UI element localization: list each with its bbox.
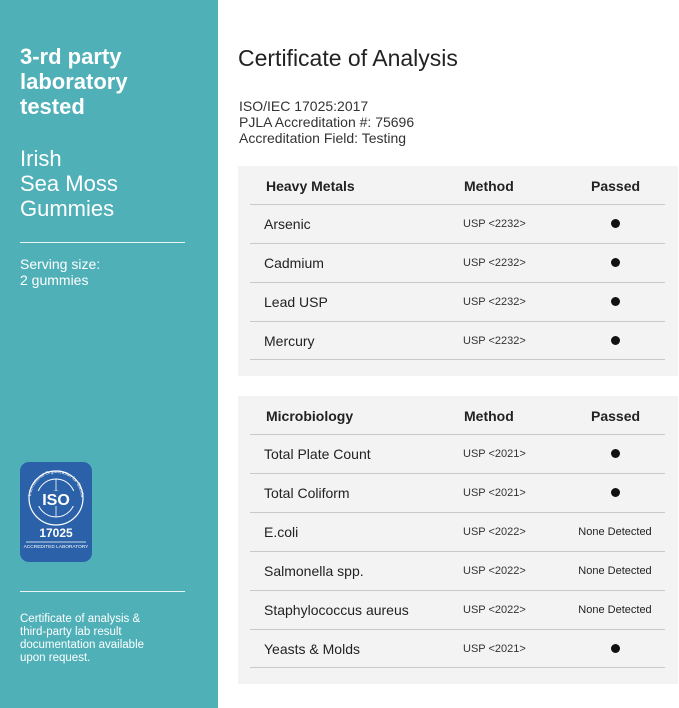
page-title: Certificate of Analysis bbox=[238, 45, 458, 71]
serving-value: 2 gummies bbox=[20, 272, 89, 288]
table-row bbox=[250, 590, 665, 629]
table-row bbox=[250, 473, 665, 512]
analyte-name: Staphylococcus aureus bbox=[264, 602, 409, 618]
analyte-name: Total Plate Count bbox=[264, 446, 371, 462]
table-row bbox=[250, 282, 665, 321]
method-value: USP <2232> bbox=[463, 296, 526, 308]
microbiology-table bbox=[238, 396, 678, 684]
serving-size bbox=[20, 256, 200, 288]
product-line: Irish bbox=[20, 146, 62, 171]
method-value: USP <2021> bbox=[463, 448, 526, 460]
divider bbox=[20, 591, 185, 592]
passed-dot-icon bbox=[611, 336, 620, 345]
passed-indicator bbox=[550, 643, 679, 656]
passed-dot-icon bbox=[611, 258, 620, 267]
sidebar-headline bbox=[20, 44, 200, 119]
passed-indicator bbox=[550, 448, 679, 461]
badge-arc-text: International Organization for Standa bbox=[27, 468, 86, 498]
badge-number: 17025 bbox=[39, 526, 73, 540]
result-text: None Detected bbox=[578, 526, 652, 538]
serving-label: Serving size: bbox=[20, 256, 101, 272]
analyte-name: E.coli bbox=[264, 524, 299, 540]
badge-logo-text: ISO bbox=[42, 492, 70, 509]
passed-indicator bbox=[550, 487, 679, 500]
analyte-name: Mercury bbox=[264, 333, 315, 349]
passed-dot-icon bbox=[611, 297, 620, 306]
iso-badge-icon bbox=[20, 462, 92, 562]
table-row bbox=[250, 243, 665, 282]
headline-line: tested bbox=[20, 94, 85, 119]
passed-indicator bbox=[550, 218, 679, 231]
analyte-name: Cadmium bbox=[264, 255, 324, 271]
method-value: USP <2232> bbox=[463, 218, 526, 230]
passed-indicator bbox=[550, 257, 679, 270]
header-category: Heavy Metals bbox=[266, 178, 355, 194]
product-line: Sea Moss bbox=[20, 171, 118, 196]
method-value: USP <2021> bbox=[463, 487, 526, 499]
table-row bbox=[250, 434, 665, 473]
sidebar bbox=[0, 0, 218, 708]
divider bbox=[20, 242, 185, 243]
method-value: USP <2021> bbox=[463, 643, 526, 655]
accreditation-info bbox=[239, 98, 414, 146]
method-value: USP <2022> bbox=[463, 565, 526, 577]
headline-line: laboratory bbox=[20, 69, 128, 94]
heavy-metals-table bbox=[238, 166, 678, 376]
result-text: None Detected bbox=[578, 565, 652, 577]
headline-line: 3-rd party bbox=[20, 44, 122, 69]
accreditation-line: PJLA Accreditation #: 75696 bbox=[239, 114, 415, 130]
table-header bbox=[238, 166, 678, 204]
passed-dot-icon bbox=[611, 488, 620, 497]
passed-dot-icon bbox=[611, 644, 620, 653]
footnote-line: upon request. bbox=[20, 652, 91, 664]
header-result: Passed bbox=[591, 178, 641, 194]
product-name bbox=[20, 146, 200, 221]
table-header bbox=[238, 396, 678, 434]
header-method: Method bbox=[464, 408, 514, 424]
method-value: USP <2022> bbox=[463, 526, 526, 538]
analyte-name: Arsenic bbox=[264, 216, 311, 232]
accreditation-line: Accreditation Field: Testing bbox=[239, 130, 407, 146]
table-row bbox=[250, 629, 665, 668]
passed-indicator bbox=[550, 335, 679, 348]
header-category: Microbiology bbox=[266, 408, 354, 424]
method-value: USP <2022> bbox=[463, 604, 526, 616]
passed-dot-icon bbox=[611, 219, 620, 228]
table-row bbox=[250, 204, 665, 243]
method-value: USP <2232> bbox=[463, 335, 526, 347]
product-line: Gummies bbox=[20, 196, 115, 221]
analyte-name: Salmonella spp. bbox=[264, 563, 364, 579]
analyte-name: Yeasts & Molds bbox=[264, 641, 360, 657]
table-row bbox=[250, 321, 665, 360]
analyte-name: Lead USP bbox=[264, 294, 328, 310]
header-method: Method bbox=[464, 178, 514, 194]
footnote-line: third-party lab result bbox=[20, 626, 122, 638]
table-row bbox=[250, 551, 665, 590]
footnote-line: documentation available bbox=[20, 639, 145, 651]
passed-indicator bbox=[550, 296, 679, 309]
method-value: USP <2232> bbox=[463, 257, 526, 269]
analyte-name: Total Coliform bbox=[264, 485, 350, 501]
badge-caption: ACCREDITED LABORATORY bbox=[23, 545, 89, 550]
table-row bbox=[250, 512, 665, 551]
header-result: Passed bbox=[591, 408, 641, 424]
result-text: None Detected bbox=[578, 604, 652, 616]
accreditation-line: ISO/IEC 17025:2017 bbox=[239, 98, 369, 114]
footnote bbox=[20, 613, 200, 665]
passed-dot-icon bbox=[611, 449, 620, 458]
footnote-line: Certificate of analysis & bbox=[20, 613, 141, 625]
certificate bbox=[238, 0, 679, 708]
